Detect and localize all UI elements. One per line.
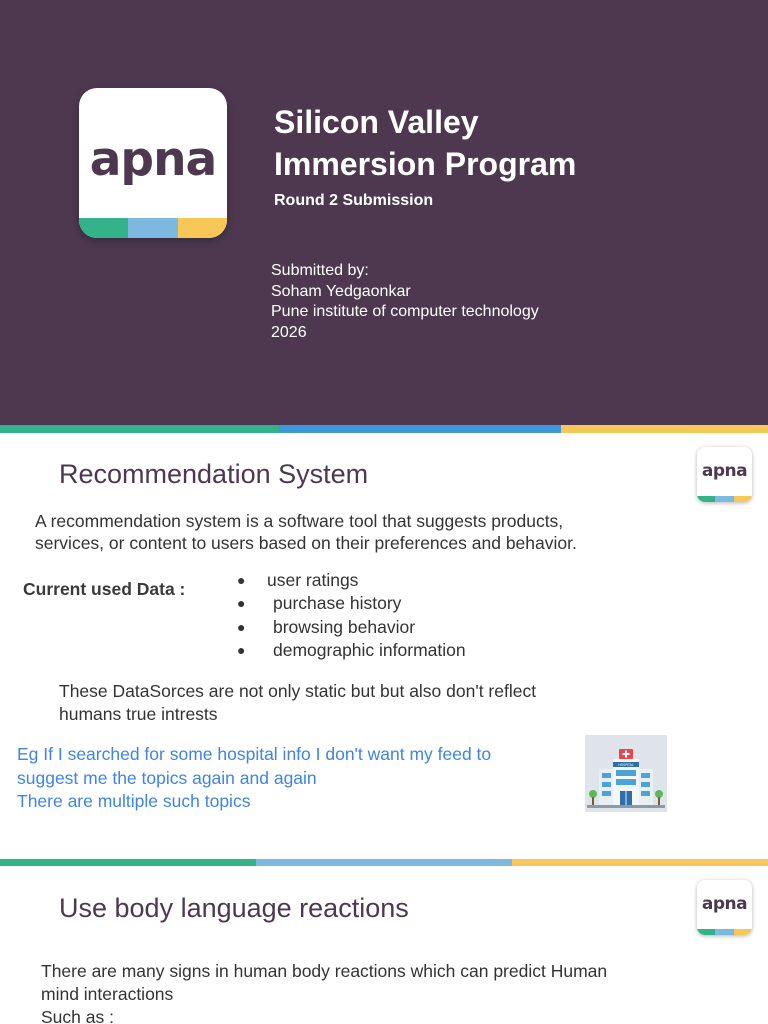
slide-heading: Use body language reactions xyxy=(59,893,409,923)
submitted-by-block xyxy=(271,261,539,343)
intro-line: services, or content to users based on their preferences and behavior. xyxy=(35,533,577,553)
logo-stripe xyxy=(697,496,752,502)
author-name: Soham Yedgaonkar xyxy=(271,282,411,300)
example-line: suggest me the topics again and again xyxy=(17,767,317,788)
logo-stripe xyxy=(697,929,752,935)
body-line: Such as : xyxy=(41,1007,114,1024)
bullet-icon: ● xyxy=(237,595,246,612)
hospital-building-icon xyxy=(585,735,667,812)
intro-paragraph xyxy=(35,510,577,554)
bullet-icon: ● xyxy=(237,641,246,658)
recommendation-slide xyxy=(0,433,768,860)
slide-title xyxy=(274,101,576,185)
intro-line: A recommendation system is a software tool that suggests products, xyxy=(35,511,564,531)
logo-stripe xyxy=(79,218,227,238)
body-language-slide xyxy=(0,866,768,1024)
submitted-label: Submitted by: xyxy=(271,262,369,279)
year: 2026 xyxy=(271,323,307,341)
title-line-1: Silicon Valley xyxy=(274,104,479,140)
data-label: Current used Data : xyxy=(23,579,186,599)
note-line: humans true intrests xyxy=(59,704,218,724)
title-slide xyxy=(0,0,768,425)
data-list xyxy=(237,569,466,662)
body-line: There are many signs in human body reactions which can predict Human xyxy=(41,961,608,981)
note-paragraph xyxy=(59,680,536,726)
body-paragraph xyxy=(41,960,607,1024)
example-line: There are multiple such topics xyxy=(17,791,251,811)
example-paragraph xyxy=(17,743,491,814)
color-divider-bar xyxy=(0,859,768,866)
logo-wordmark: apna xyxy=(701,894,748,914)
hospital-sign: HOSPITAL xyxy=(618,763,634,767)
logo-wordmark: apna xyxy=(89,132,217,187)
body-line: mind interactions xyxy=(41,984,174,1004)
title-line-2: Immersion Program xyxy=(274,146,577,182)
slide-subtitle: Round 2 Submission xyxy=(274,192,434,209)
slide-heading: Recommendation System xyxy=(59,459,369,489)
list-item: ● user ratings xyxy=(237,569,466,592)
list-item: ● browsing behavior xyxy=(237,616,466,639)
list-item: ● purchase history xyxy=(237,592,466,615)
logo-wordmark: apna xyxy=(701,461,748,481)
example-line: Eg If I searched for some hospital info I don't want my feed to xyxy=(17,744,492,764)
apna-logo xyxy=(697,880,752,935)
note-line: These DataSorces are not only static but but also don't reflect xyxy=(59,681,537,701)
apna-logo xyxy=(697,447,752,502)
institute-name: Pune institute of computer technology xyxy=(271,303,539,320)
bullet-icon: ● xyxy=(237,572,246,588)
color-divider-bar xyxy=(0,425,768,433)
list-item: ● demographic information xyxy=(237,639,466,662)
bullet-icon: ● xyxy=(237,618,246,635)
apna-logo xyxy=(79,88,227,238)
